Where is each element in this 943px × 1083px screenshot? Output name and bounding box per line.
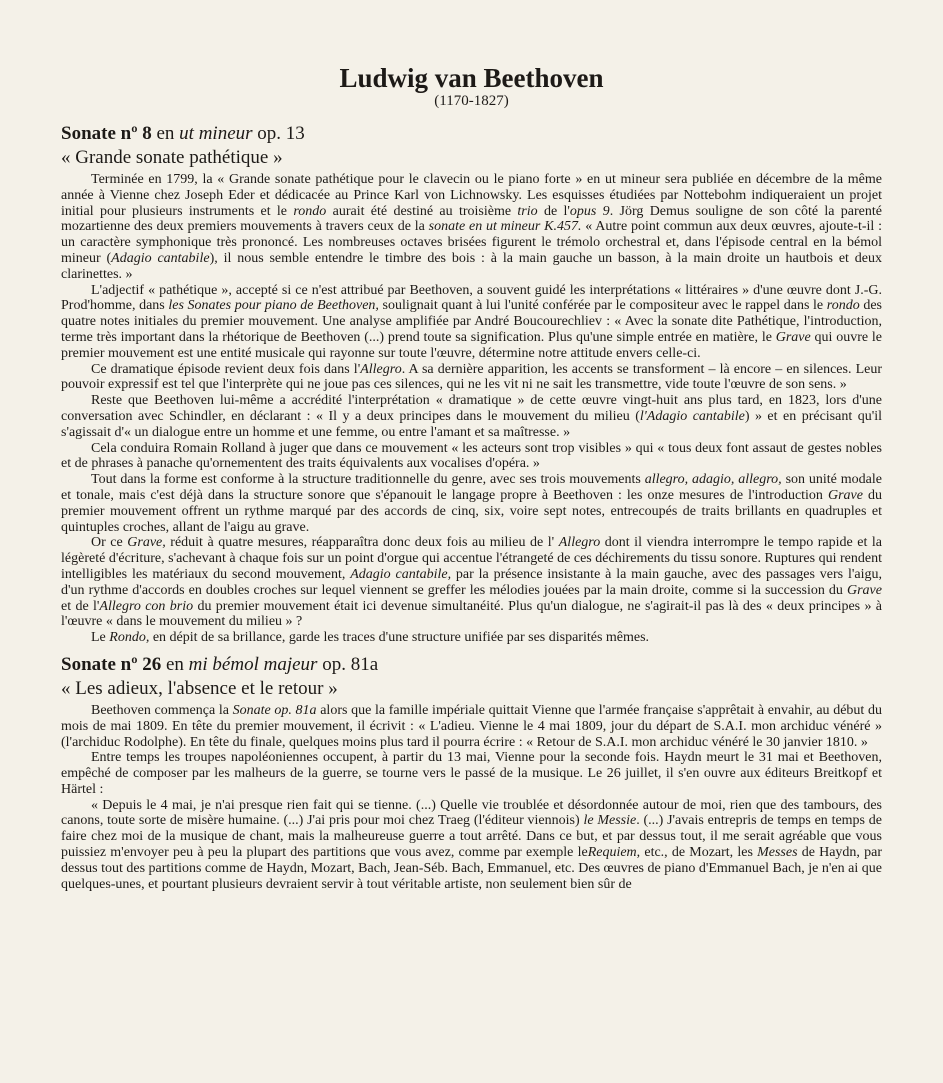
text-run: Or ce: [91, 535, 128, 551]
sonata-subtitle: « Les adieux, l'absence et le retour »: [61, 677, 338, 699]
section-heading: [61, 122, 882, 145]
body-paragraph: [61, 750, 882, 797]
text-run: qui ouvre le premier mouvement est une entité musicale qui rayonne sur toute l'œuvre, détermine notre attitude envers celle-ci.: [61, 329, 882, 361]
text-run: Le: [91, 630, 110, 646]
composer-title: Ludwig van Beethoven: [339, 63, 604, 93]
text-run: Tout dans la forme est conforme à la structure traditionnelle du genre, avec ses trois mouvements: [91, 472, 645, 488]
text-run: . Jörg Demus souligne de son côté la parenté mozartienne des deux premiers mouvements à travers ceux de la: [61, 203, 883, 235]
text-run: Ce dramatique épisode revient deux fois dans l': [91, 361, 361, 377]
text-run: et de l': [61, 598, 100, 614]
text-run: de Haydn, par dessus tout des partitions comme de Haydn, Mozart, Bach, Jean-Séb. Bach, Emmanuel, etc. Des œuvres de piano d'Emmanuel Bach, je n'en ai que quelques-unes, et pourtant plusieurs devraient servir à tout véritable artiste, non seulement bien sûr de: [61, 845, 882, 892]
italic-text: Requiem: [587, 845, 637, 861]
italic-text: Allegro con brio: [99, 598, 194, 614]
body-paragraph: [61, 362, 882, 394]
text-run: Reste que Beethoven lui-même a accrédité l'interprétation « dramatique » de cette œuvre vingt-huit ans plus tard, en 1823, lors d'une conversation avec Schindler, en déclarant : « Il y a deux principes dans le mouvement du milieu (: [61, 393, 882, 424]
italic-text: opus 9: [569, 203, 610, 219]
text-run: Terminée en 1799, la « Grande sonate pathétique pour le clavecin ou le piano forte » en ut mineur sera publiée en décembre de la même année à Vienne chez Joseph Eder et dédicacée au Prince Karl von Lichnowsky. Les esquisses étudiées par Nottebohm indiqueraient un projet initial pour plusieurs instruments et le: [61, 172, 882, 219]
sonata-number: Sonate nº 8: [61, 123, 152, 144]
italic-text: sonate en ut mineur K.457.: [428, 219, 582, 235]
italic-text: Grave: [847, 582, 882, 598]
body-paragraph: [61, 703, 882, 750]
italic-text: Allegro: [360, 361, 402, 377]
text-run: alors que la famille impériale quittait Vienne que l'armée française s'apprêtait à envahir, au début du mois de mai 1809. En tête du premier mouvement, il écrivit : « L'adieu. Vienne le 4 mai 1809, jour du départ de S.A.I. mon archiduc vénéré » (l'archiduc Rodolphe). En tête du finale, quelques moins plus tard il pourra écrire : « Retour de S.A.I. mon archiduc vénéré le 30 janvier 1810. »: [61, 702, 882, 750]
text-run: soulignait quant à lui l'unité conférée par le compositeur avec le rappel dans le: [378, 298, 827, 314]
text-run: « Autre point commun aux deux œuvres, ajoute-t-il : un caractère symphonique très prononcé. Les nombreuses octaves brisées figurent le trémolo orchestral et, dans l'épisode central en la bémol mineur (: [61, 219, 883, 266]
sonata-key: ut mineur: [179, 123, 253, 144]
section-heading: [61, 653, 882, 676]
sonata-8-section: [61, 122, 882, 646]
italic-text: Allegro: [558, 535, 601, 551]
opus-number: op. 13: [252, 123, 305, 144]
page-header: [61, 62, 882, 109]
body-paragraph: [61, 535, 882, 630]
body-paragraph: [61, 393, 882, 440]
italic-text: trio: [517, 203, 538, 219]
text-run: L'adjectif « pathétique », accepté si ce n'est attribué par Beethoven, a souvent guidé les interprétations « littéraires » d'une œuvre dont J.-G. Prod'homme, dans: [61, 282, 882, 314]
body-paragraph: [61, 798, 882, 893]
text-run: dont il viendra interrompre le tempo rapide et la légèreté d'écriture, s'achevant à chaque fois sur un point d'orgue qui accentue l'étrangeté de ces déchirements du tissu sonore. Ruptures qui rendent intelligibles les matériaux du second mouvement,: [61, 535, 883, 582]
italic-text: Adagio cantabile: [111, 250, 210, 266]
italic-text: Adagio cantabile,: [350, 566, 452, 582]
italic-text: Grave,: [127, 535, 166, 551]
composer-dates: (1170-1827): [434, 93, 509, 109]
text-run: aurait été destiné au troisième: [326, 203, 518, 219]
italic-text: Grave: [775, 329, 811, 345]
italic-text: les Sonates pour piano de Beethoven,: [168, 298, 379, 314]
body-paragraph: [61, 472, 882, 535]
body-paragraph: [61, 172, 882, 283]
heading-connector: en: [161, 653, 189, 675]
text-run: du premier mouvement était ici devenue simultanéité. Plus qu'un dialogue, ne s'agirait-il pas là des « deux principes » à l'œuvre « dans le mouvement du milieu » ?: [61, 598, 883, 630]
text-run: Cela conduira Romain Rolland à juger que dans ce mouvement « les acteurs sont trop visibles » qui « tous deux font assaut de gestes nobles et de phrases à panache qu'ornementent des traits équivalents aux vocalises d'opéra. »: [61, 440, 882, 472]
section-body: [61, 703, 882, 893]
sonata-key: mi bémol majeur: [188, 653, 318, 675]
text-run: du premier mouvement offrent un rythme marqué par des accords de cinq, six, voire sept notes, entrecoupés de traits brillants en quadruples et quintuples croches, allant de l'aigu au grave.: [61, 487, 882, 535]
opus-number: op. 81a: [317, 653, 379, 675]
text-run: Entre temps les troupes napoléoniennes occupent, à partir du 13 mai, Vienne pour la seconde fois. Haydn meurt le 31 mai et Beethoven, empêché de composer par les malheurs de la guerre, se tourne vers le passé de la musique. Le 26 juillet, il s'en ouvre aux éditeurs Breitkopf et Härtel :: [61, 750, 882, 797]
text-run: son unité modale et tonale, mais c'est déjà dans la structure sonore que s'épanouit le langage propre à Beethoven : les onze mesures de l'introduction: [61, 472, 882, 503]
text-run: . (...) J'avais entrepris de temps en temps de faire chez moi de la musique de chant, mais la malheureuse guerre a tout arrêté. Dans ce but, et par dessus tout, il me serait agréable que vous puissiez m'envoyer peu à peu la plupart des partitions que vous avez, comme par exemple le: [61, 813, 882, 861]
italic-text: Rondo,: [109, 630, 150, 646]
text-run: en dépit de sa brillance, garde les traces d'une structure unifiée par ses disparités mêmes.: [149, 630, 650, 646]
sonata-number: Sonate nº 26: [61, 653, 162, 675]
italic-text: Messes: [757, 845, 798, 861]
italic-text: Sonate op. 81a: [232, 702, 317, 718]
text-run: Beethoven commença la: [91, 702, 233, 718]
sonata-subtitle: « Grande sonate pathétique »: [61, 147, 283, 168]
text-run: de l': [537, 203, 570, 219]
text-run: réduit à quatre mesures, réapparaîtra donc deux fois au milieu de l': [165, 535, 559, 551]
text-run: ) » et en précisant qu'il s'agissait d'« un dialogue entre un homme et une femme, ou entre l'amant et sa maîtresse. »: [61, 408, 883, 440]
italic-text: l'Adagio cantabile: [639, 408, 745, 424]
text-run: ), il nous semble entendre le timbre des bois : à la main gauche un basson, à la main droite un hautbois et deux clarinettes. »: [61, 250, 882, 282]
text-run: par la présence insistante à la main gauche, avec des passages vers l'aigu, d'un rythme d'accords en doubles croches sur lequel viennent se greffer les mélodies jouées par la main droite, comme si la succession du: [61, 566, 882, 598]
italic-text: Grave: [827, 487, 863, 503]
text-run: , etc., de Mozart, les: [636, 845, 758, 861]
text-run: « Depuis le 4 mai, je n'ai presque rien fait qui se tienne. (...) Quelle vie troublée et désordonnée autour de moi, rien que des tambours, des canons, toute sorte de misère humaine. (...) J'ai pris pour moi chez Traeg (l'éditeur viennois): [61, 797, 882, 829]
italic-text: rondo: [826, 298, 860, 314]
italic-text: rondo: [293, 203, 327, 219]
sonata-26-section: [61, 653, 882, 893]
body-paragraph: [61, 441, 882, 473]
body-paragraph: [61, 283, 882, 362]
page-content: [61, 62, 882, 892]
text-run: . A sa dernière apparition, les accents se transforment – là encore – en silences. Leur pouvoir expressif est tel que l'interprète qui ne joue pas ces silences, qui ne les vit ni ne sait les transmettre, vide toute l'œuvre de son sens. »: [61, 361, 882, 393]
italic-text: allegro, adagio, allegro,: [644, 472, 782, 488]
body-paragraph: [61, 630, 882, 646]
section-body: [61, 172, 882, 646]
text-run: des quatre notes initiales du premier mouvement. Une analyse amplifiée par André Boucourechliev : « Avec la sonate dite Pathétique, l'introduction, terme très important dans la rhétorique de Beethoven (...) prend toute sa signification. Plus qu'une simple entrée en matière, le: [61, 298, 882, 345]
italic-text: le Messie: [583, 813, 637, 829]
heading-connector: en: [151, 123, 180, 144]
